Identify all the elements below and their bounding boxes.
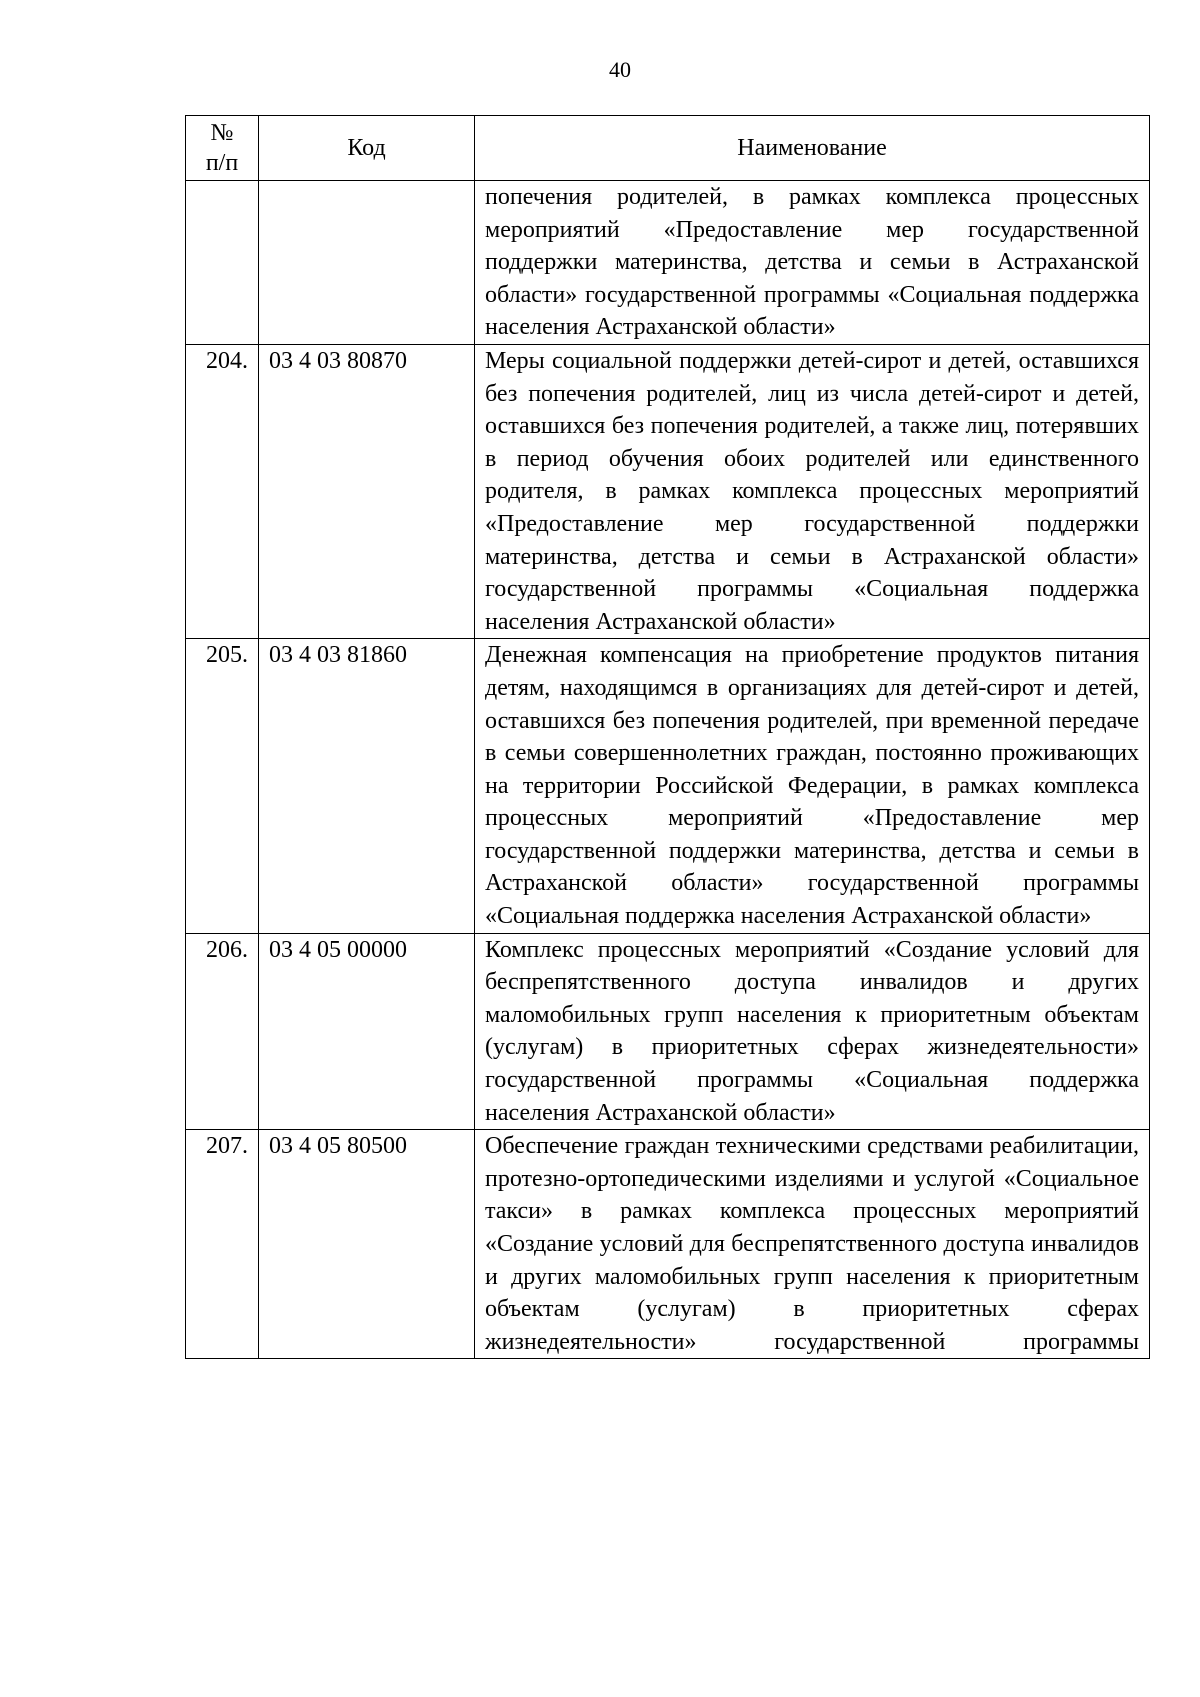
header-code: Код (259, 116, 475, 181)
row-name: попечения родителей, в рамках комплекса процессных мероприятий «Предоставление мер государственной поддержки материнства, детства и семьи в Астраханской области» государственной программы «Социальная поддержка населения Астраханской области» (475, 181, 1150, 345)
row-code: 03 4 05 00000 (259, 933, 475, 1130)
row-name: Комплекс процессных мероприятий «Создание условий для беспрепятственного доступа инвалидов и других маломобильных групп населения к приоритетным объектам (услугам) в приоритетных сферах жизнедеятельности» государственной программы «Социальная поддержка населения Астраханской области» (475, 933, 1150, 1130)
header-name: Наименование (475, 116, 1150, 181)
header-number-symbol: № (210, 120, 234, 146)
table-row (186, 1130, 1150, 1359)
table-row (186, 639, 1150, 933)
page-number: 40 (609, 57, 631, 82)
header-number-abbr: п/п (205, 150, 239, 176)
row-name: Обеспечение граждан техническими средствами реабилитации, протезно-ортопедическими изделиями и услугой «Социальное такси» в рамках комплекса процессных мероприятий «Создание условий для беспрепятственного доступа инвалидов и других маломобильных групп населения к приоритетным объектам (услугам) в приоритетных сферах жизнедеятельности» государственной программы (475, 1130, 1150, 1359)
row-name: Денежная компенсация на приобретение продуктов питания детям, находящимся в организациях для детей-сирот и детей, оставшихся без попечения родителей, при временной передаче в семьи совершеннолетних граждан, постоянно проживающих на территории Российской Федерации, в рамках комплекса процессных мероприятий «Предоставление мер государственной поддержки материнства, детства и семьи в Астраханской области» государственной программы «Социальная поддержка населения Астраханской области» (475, 639, 1150, 933)
table-row (186, 344, 1150, 638)
row-code: 03 4 05 80500 (259, 1130, 475, 1359)
row-code (259, 181, 475, 345)
row-number: 206. (186, 933, 259, 1130)
row-number: 207. (186, 1130, 259, 1359)
row-number: 204. (186, 344, 259, 638)
header-number (186, 116, 259, 181)
table-row (186, 933, 1150, 1130)
row-number: 205. (186, 639, 259, 933)
row-number (186, 181, 259, 345)
table-header-row (186, 116, 1150, 181)
table-row (186, 181, 1150, 345)
row-code: 03 4 03 80870 (259, 344, 475, 638)
row-code: 03 4 03 81860 (259, 639, 475, 933)
row-name: Меры социальной поддержки детей-сирот и детей, оставшихся без попечения родителей, лиц из числа детей-сирот и детей, оставшихся без попечения родителей, а также лиц, потерявших в период обучения обоих родителей или единственного родителя, в рамках комплекса процессных мероприятий «Предоставление мер государственной поддержки материнства, детства и семьи в Астраханской области» государственной программы «Социальная поддержка населения Астраханской области» (475, 344, 1150, 638)
budget-classification-table (185, 115, 1150, 1359)
